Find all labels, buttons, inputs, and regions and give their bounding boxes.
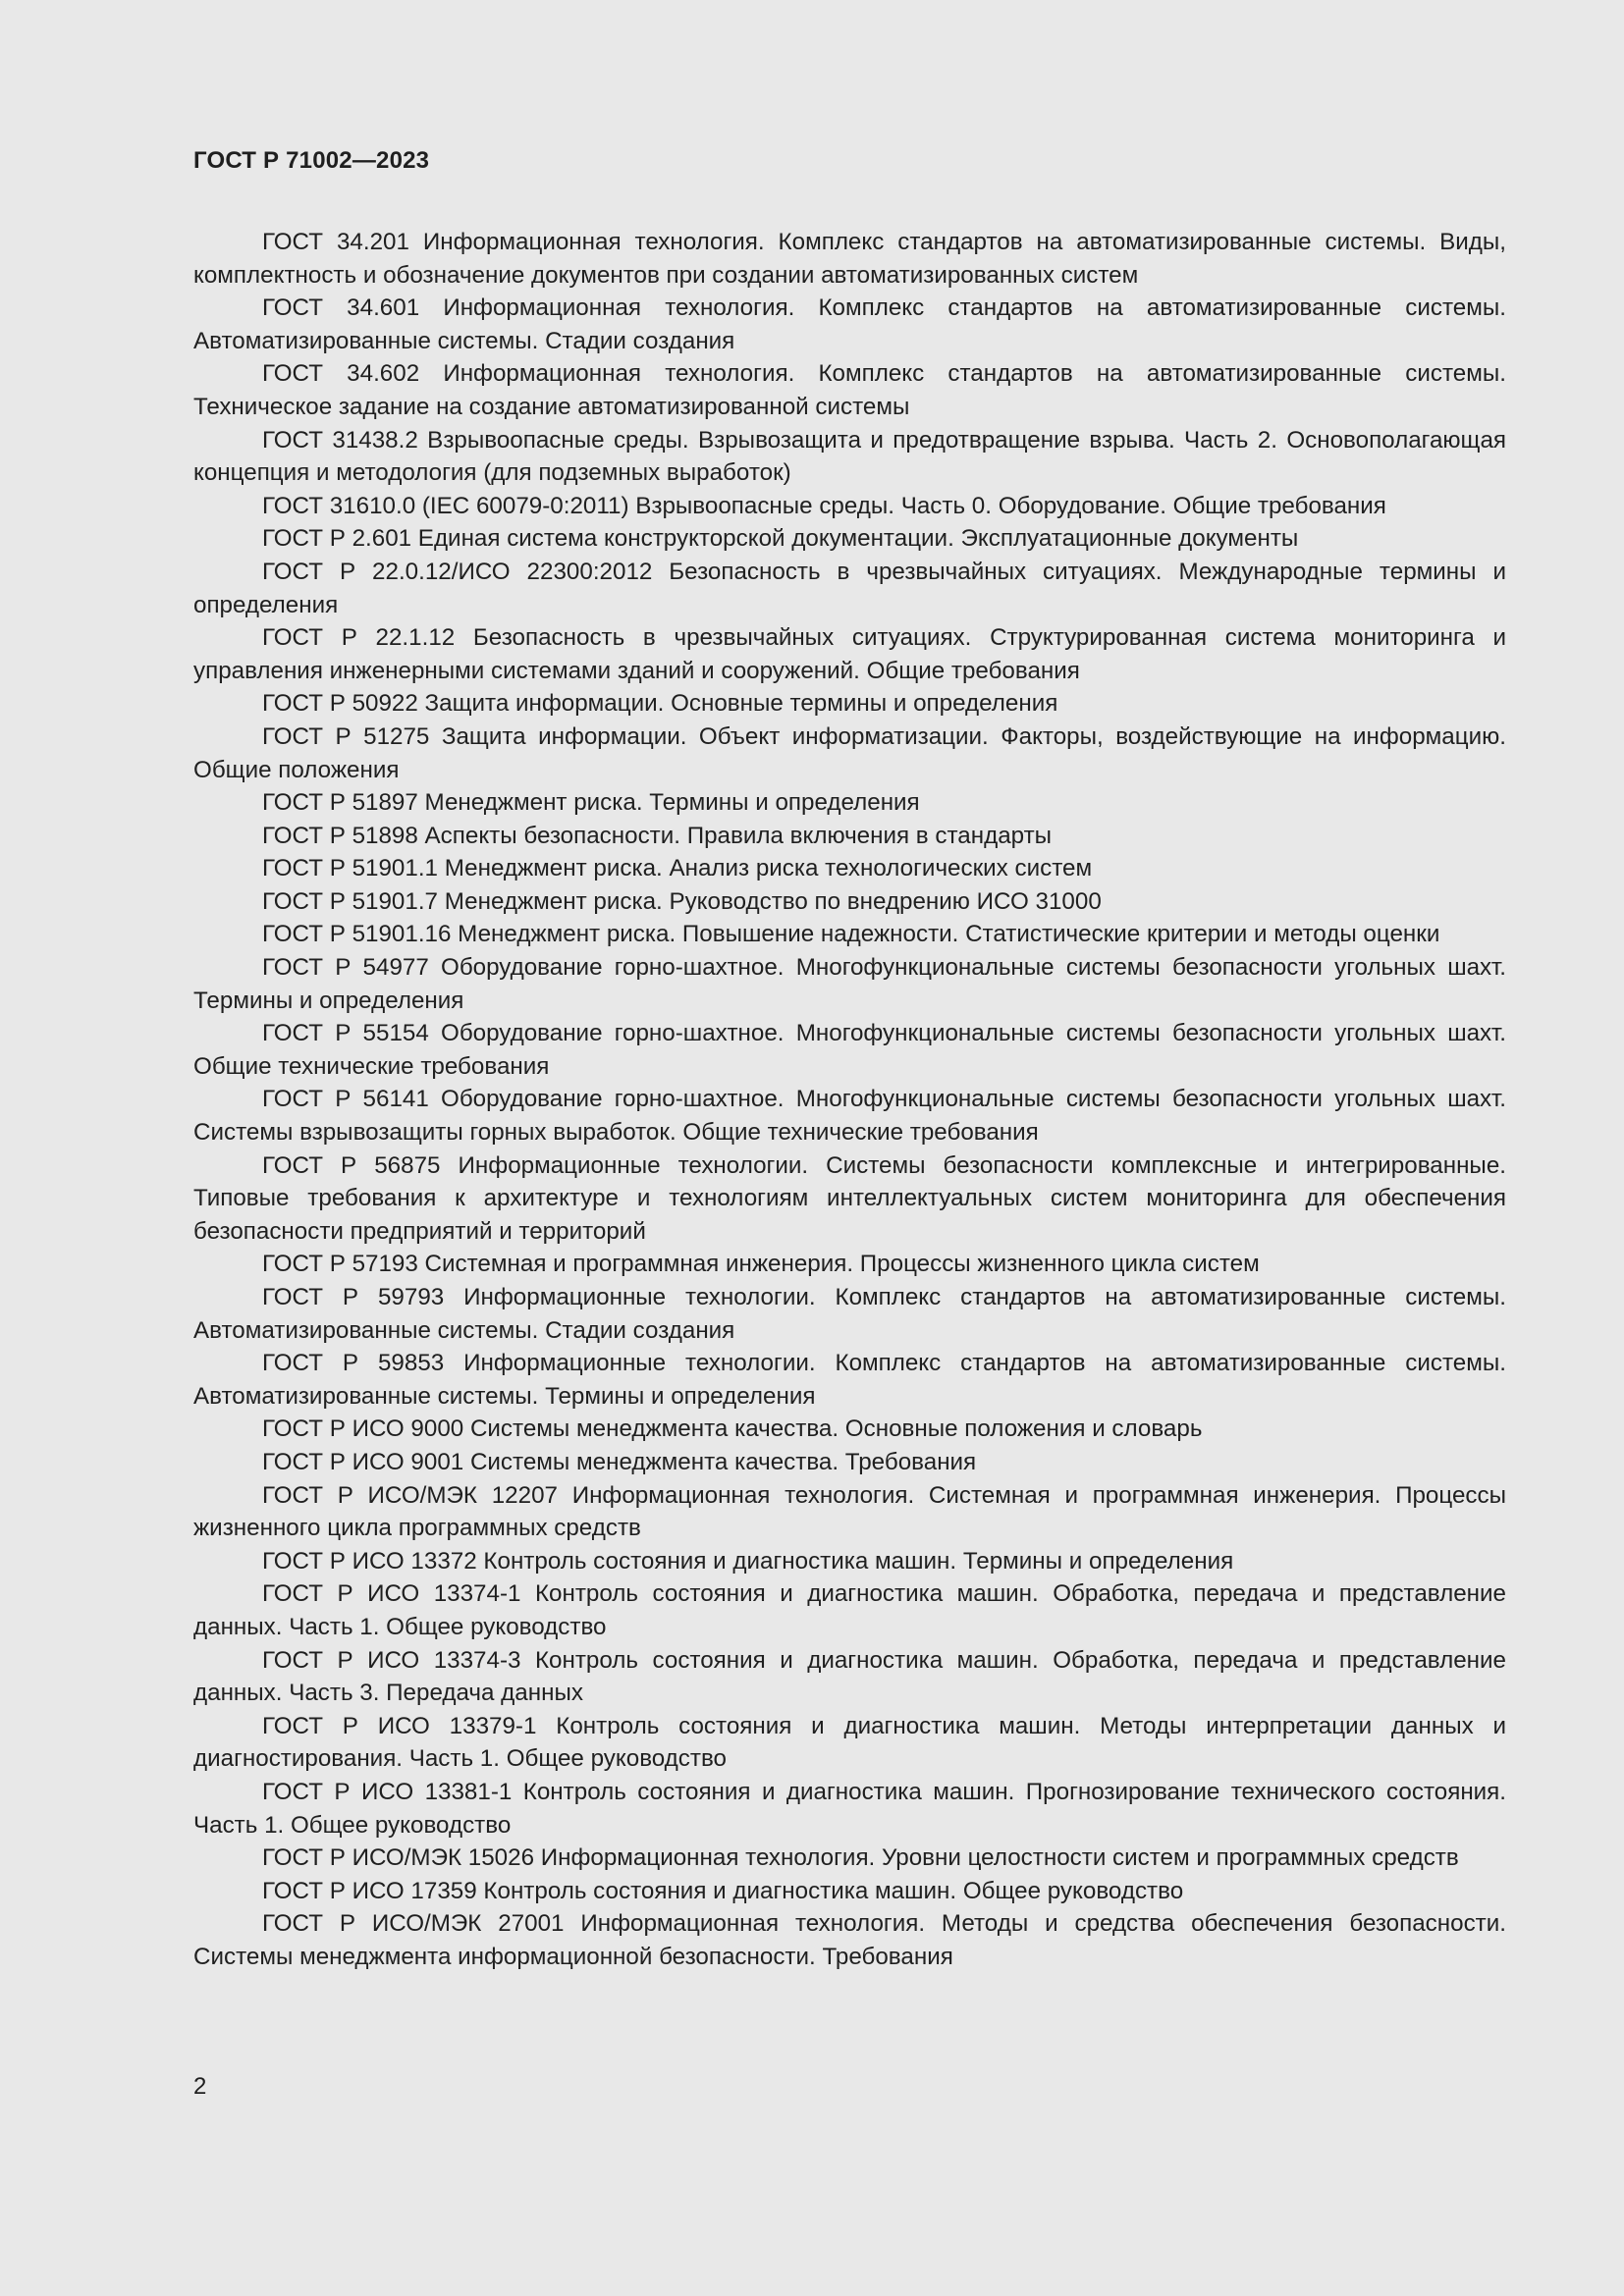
reference-item: ГОСТ Р ИСО/МЭК 12207 Информационная технология. Системная и программная инженерия. Процессы жизненного цикла программных средств [193,1481,1506,1542]
reference-item: ГОСТ Р 51901.7 Менеджмент риска. Руководство по внедрению ИСО 31000 [262,887,1102,915]
page-number: 2 [193,2073,207,2100]
reference-item: ГОСТ Р 55154 Оборудование горно-шахтное. Многофункциональные системы безопасности угольных шахт. Общие технические требования [193,1020,1506,1080]
reference-item: ГОСТ Р 54977 Оборудование горно-шахтное. Многофункциональные системы безопасности угольных шахт. Термины и определения [193,954,1506,1014]
reference-item: ГОСТ Р 56141 Оборудование горно-шахтное. Многофункциональные системы безопасности угольных шахт. Системы взрывозащиты горных выработок. Общие технические требования [193,1086,1506,1147]
reference-item: ГОСТ Р ИСО 9000 Системы менеджмента качества. Основные положения и словарь [262,1415,1203,1443]
reference-item: ГОСТ 34.601 Информационная технология. Комплекс стандартов на автоматизированные системы. Автоматизированные системы. Стадии создания [193,294,1506,354]
reference-item: ГОСТ Р 51898 Аспекты безопасности. Правила включения в стандарты [262,822,1053,849]
reference-item: ГОСТ Р ИСО 13381-1 Контроль состояния и диагностика машин. Прогнозирование технического состояния. Часть 1. Общее руководство [193,1778,1506,1839]
reference-item: ГОСТ Р ИСО/МЭК 27001 Информационная технология. Методы и средства обеспечения безопасности. Системы менеджмента информационной безопасности. Требования [193,1910,1506,1970]
reference-item: ГОСТ Р ИСО/МЭК 15026 Информационная технология. Уровни целостности систем и программных средств [262,1844,1459,1872]
reference-item: ГОСТ Р 51897 Менеджмент риска. Термины и определения [262,789,920,817]
reference-item: ГОСТ Р 51901.16 Менеджмент риска. Повышение надежности. Статистические критерии и методы оценки [262,921,1440,948]
reference-item: ГОСТ Р ИСО 13374-1 Контроль состояния и диагностика машин. Обработка, передача и представление данных. Часть 1. Общее руководство [193,1580,1506,1640]
references-list [193,226,1506,1973]
reference-item: ГОСТ Р ИСО 13374-3 Контроль состояния и диагностика машин. Обработка, передача и представление данных. Часть 3. Передача данных [193,1646,1506,1707]
reference-item: ГОСТ Р ИСО 17359 Контроль состояния и диагностика машин. Общее руководство [262,1877,1184,1904]
reference-item: ГОСТ Р 59793 Информационные технологии. Комплекс стандартов на автоматизированные системы. Автоматизированные системы. Стадии создания [193,1284,1506,1344]
reference-item: ГОСТ 31610.0 (IEC 60079-0:2011) Взрывоопасные среды. Часть 0. Оборудование. Общие требования [262,492,1386,519]
reference-item: ГОСТ Р 2.601 Единая система конструкторской документации. Эксплуатационные документы [262,525,1299,553]
reference-item: ГОСТ 31438.2 Взрывоопасные среды. Взрывозащита и предотвращение взрыва. Часть 2. Основополагающая концепция и методология (для подземных выработок) [193,426,1506,487]
reference-item: ГОСТ Р 22.0.12/ИСО 22300:2012 Безопасность в чрезвычайных ситуациях. Международные термины и определения [193,558,1506,618]
reference-item: ГОСТ Р 51901.1 Менеджмент риска. Анализ риска технологических систем [262,855,1093,882]
document-header-code: ГОСТ Р 71002—2023 [193,147,430,174]
reference-item: ГОСТ Р 57193 Системная и программная инженерия. Процессы жизненного цикла систем [262,1251,1260,1278]
reference-item: ГОСТ Р 56875 Информационные технологии. Системы безопасности комплексные и интегрированные. Типовые требования к архитектуре и технологиям интеллектуальных систем мониторинга для обеспечения безопасности предприятий и территорий [193,1151,1506,1245]
reference-item: ГОСТ Р ИСО 9001 Системы менеджмента качества. Требования [262,1448,977,1475]
reference-item: ГОСТ Р 22.1.12 Безопасность в чрезвычайных ситуациях. Структурированная система мониторинга и управления инженерными системами зданий и сооружений. Общие требования [193,624,1506,684]
reference-item: ГОСТ Р 51275 Защита информации. Объект информатизации. Факторы, воздействующие на информацию. Общие положения [193,722,1506,783]
reference-item: ГОСТ Р ИСО 13372 Контроль состояния и диагностика машин. Термины и определения [262,1547,1234,1575]
reference-item: ГОСТ Р 50922 Защита информации. Основные термины и определения [262,690,1058,718]
reference-item: ГОСТ 34.602 Информационная технология. Комплекс стандартов на автоматизированные системы. Техническое задание на создание автоматизированной системы [193,360,1506,420]
reference-item: ГОСТ 34.201 Информационная технология. Комплекс стандартов на автоматизированные системы. Виды, комплектность и обозначение документов при создании автоматизированных систем [193,229,1506,289]
reference-item: ГОСТ Р ИСО 13379-1 Контроль состояния и диагностика машин. Методы интерпретации данных и диагностирования. Часть 1. Общее руководство [193,1712,1506,1773]
reference-item: ГОСТ Р 59853 Информационные технологии. Комплекс стандартов на автоматизированные системы. Автоматизированные системы. Термины и определения [193,1350,1506,1410]
